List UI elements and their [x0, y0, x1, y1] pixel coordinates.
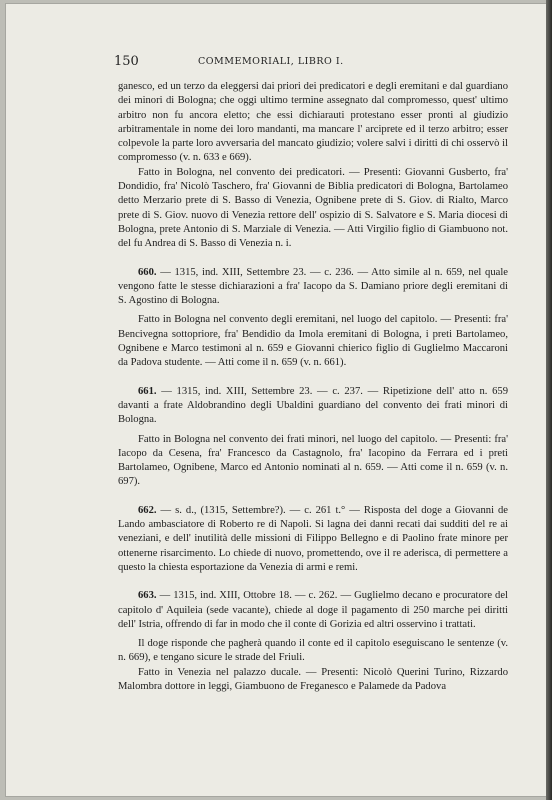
- paragraph-reply: Il doge risponde che pagherà quando il conte ed il capitolo eseguiscano le sentenze (v. n. 669), e tengano sicure le strade del Friuli.: [118, 638, 508, 664]
- paragraph-deed: Fatto in Bologna nel convento dei frati minori, nel luogo del capitolo. — Presenti: fra' Iacopo da Cesena, fra' Francesco da Castagnolo, fra' Iacopino da Ferrara ed i preti Bartolameo, Ognibene, Marco ed Antonio nominati al n. 659. — Atti come il n. 659 (v. n. 697).: [118, 433, 508, 488]
- page-edge-shadow: [546, 0, 552, 800]
- entry-663: [118, 589, 508, 632]
- paragraph-deed: Fatto in Bologna, nel convento dei predicatori. — Presenti: Giovanni Gusberto, fra' Dondidio, fra' Nicolò Taschero, fra' Giovanni de Biblia predicatori di Bologna, Bartolameo detto Merzario prete di S. Basso di Venezia, Ognibene prete di S. Giov. di Rialto, Marco prete di S. Giov. nuovo di Venezia rettore dell' ospizio di S. Salvatore e S. Maria diocesi di Bologna, prete Antonio di S. Marziale di Venezia. — Atti Virgilio figlio di Giambuono not. del fu Andrea di S. Basso di Venezia n. i.: [118, 166, 508, 250]
- entry-number: 662.: [138, 504, 157, 516]
- entry-662: [118, 504, 508, 575]
- entry-text: — 1315, ind. XIII, Settembre 23. — c. 236. — Atto simile al n. 659, nel quale vengono fatte le stesse dichiarazioni a fra' Iacopo da S. Damiano priore degli eremitani di S. Agostino di Bologna.: [118, 266, 508, 307]
- entry-number: 663.: [138, 590, 157, 602]
- entry-text: — 1315, ind. XIII, Ottobre 18. — c. 262. — Guglielmo decano e procuratore del capitolo d' Aquileia (sede vacante), chiede al doge il pagamento di 250 marche pei diritti dell' Istria, offrendo di far in modo che il conte di Gorizia ed altri osservino i trattati.: [118, 590, 508, 630]
- page-header: [114, 54, 494, 70]
- page-number: 150: [114, 54, 139, 69]
- entry-text: — 1315, ind. XIII, Settembre 23. — c. 237. — Ripetizione dell' atto n. 659 davanti a frate Aldobrandino degli Ubaldini guardiano del convento dei frati minori di Bologna.: [118, 385, 508, 426]
- paragraph-deed: Fatto in Bologna nel convento degli eremitani, nel luogo del capitolo. — Presenti: fra' Bencivegna sottopriore, fra' Bendidio da Imola eremitani di Bologna, i preti Bartolameo, Ognibene e Marco testimoni al n. 659 e Giovanni chierico figlio di Guglielmo Maccaroni da Padova studente. — Atti come il n. 659 (v. n. 661).: [118, 314, 508, 369]
- page-body: [118, 80, 508, 694]
- document-page: [6, 4, 546, 796]
- paragraph-deed: Fatto in Venezia nel palazzo ducale. — Presenti: Nicolò Querini Turino, Rizzardo Malombra dottore in leggi, Giambuono de Freganesco e Palamede da Padova: [118, 666, 508, 692]
- entry-text: — s. d., (1315, Settembre?). — c. 261 t.° — Risposta del doge a Giovanni de Lando ambasciatore di Roberto re di Napoli. Si lagna dei danni recati dai sudditi del re ai veneziani, e dell' inutilità delle missioni di Filippo Bellegno e di Paolino frate minore per ottenerne risarcimento. Lo chiede di nuovo, promettendo, ove il re aderisca, di permettere a questo la chiesta esportazione da Venezia di armi e remi.: [118, 504, 508, 573]
- entry-660: [118, 266, 508, 309]
- entry-number: 661.: [138, 385, 157, 397]
- entry-661: [118, 385, 508, 428]
- paragraph-continuation: ganesco, ed un terzo da eleggersi dai priori dei predicatori e degli eremitani e dal guardiano dei minori di Bologna; che oggi ultimo termine assegnato dal compromesso, quest' ultimo arbitro non fu ancora eletto; che essi dichiarauti protestano esser pronti al giudizio arbitramentale in nome dei loro mandanti, ma mancare l' arciprete ed il terzo arbitro; esser colpevole la parte loro avversaria del mancato giudizio; volere salvi i diritti di chi osservò il compromesso (v. n. 633 e 669).: [118, 81, 508, 164]
- running-title: COMMEMORIALI, LIBRO I.: [198, 56, 344, 67]
- entry-number: 660.: [138, 266, 157, 278]
